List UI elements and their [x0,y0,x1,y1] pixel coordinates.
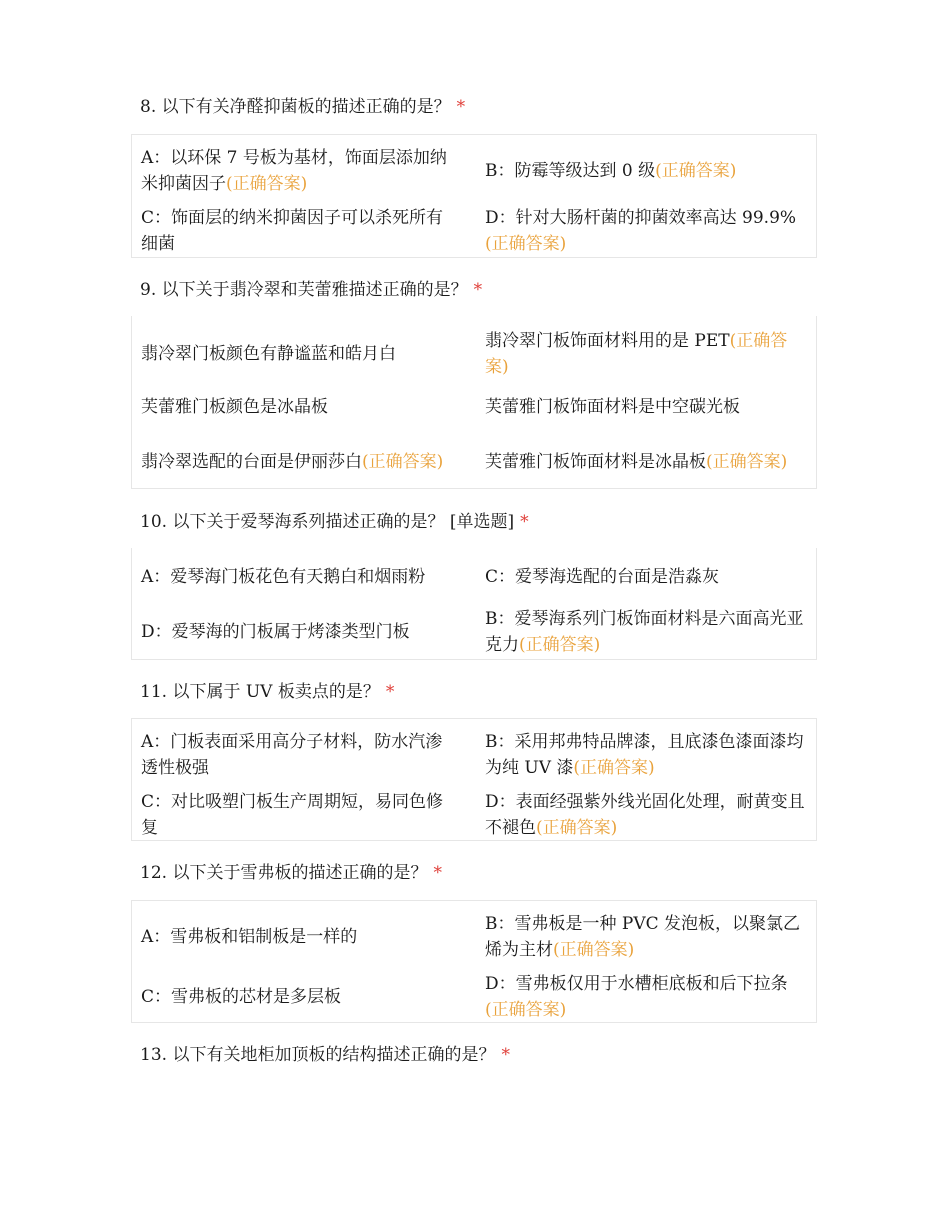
option-text: A：爱琴海门板花色有天鹅白和烟雨粉 [141,567,426,587]
options-box-10 [131,548,817,660]
question-text: 10. 以下关于爱琴海系列描述正确的是？ [单选题] [140,512,515,532]
question-title-13 [140,1044,510,1066]
required-mark: * [501,1045,510,1065]
option-10b[interactable] [485,604,810,660]
option-text: A：以环保 7 号板为基材，饰面层添加纳米抑菌因子 [141,148,447,194]
option-10d[interactable] [141,604,459,660]
question-title-11 [140,681,394,703]
option-text: D：雪弗板仅用于水槽柜底板和后下拉条 [485,974,788,994]
option-11c[interactable] [141,787,459,843]
option-text: C：雪弗板的芯材是多层板 [141,987,342,1007]
required-mark: * [520,512,529,532]
option-text: 芙蕾雅门板饰面材料是中空碳光板 [485,397,740,417]
question-title-9 [140,279,482,301]
option-8a[interactable] [141,143,459,199]
option-text: B：雪弗板是一种 PVC 发泡板，以聚氯乙烯为主材 [485,914,801,960]
option-text: C：对比吸塑门板生产周期短，易同色修复 [141,792,444,838]
option-text: A：门板表面采用高分子材料，防水汽渗透性极强 [141,732,443,778]
option-10a[interactable] [141,562,459,592]
correct-answer-tag: (正确答案) [485,1000,567,1020]
question-text: 9. 以下关于翡冷翠和芙蕾雅描述正确的是？ [140,280,468,300]
option-9-4[interactable] [485,392,810,422]
option-text: D：表面经强紫外线光固化处理，耐黄变且不褪色 [485,792,805,838]
question-text: 11. 以下属于 UV 板卖点的是？ [140,682,380,702]
option-8b[interactable] [485,143,810,199]
options-box-11 [131,718,817,841]
question-text: 12. 以下关于雪弗板的描述正确的是？ [140,863,428,883]
options-box-8 [131,134,817,258]
question-text: 13. 以下有关地柜加顶板的结构描述正确的是？ [140,1045,496,1065]
correct-answer-tag: (正确答案) [655,161,737,181]
correct-answer-tag: (正确答案) [519,635,601,655]
option-text: C：饰面层的纳米抑菌因子可以杀死所有细菌 [141,208,444,254]
required-mark: * [456,97,466,117]
option-text: B：采用邦弗特品牌漆，且底漆色漆面漆均为纯 UV 漆 [485,732,804,778]
option-text: A：雪弗板和铝制板是一样的 [141,927,358,947]
option-8c[interactable] [141,203,459,259]
option-11b[interactable] [485,727,810,783]
correct-answer-tag: (正确答案) [553,940,635,960]
option-11d[interactable] [485,787,810,843]
option-9-6[interactable] [485,434,810,490]
option-12a[interactable] [141,909,459,965]
option-text: 芙蕾雅门板颜色是冰晶板 [141,397,328,417]
option-9-5[interactable] [141,434,459,490]
question-title-10 [140,511,529,533]
option-9-2[interactable] [485,326,810,382]
option-12c[interactable] [141,969,459,1025]
required-mark: * [433,863,442,883]
option-9-1[interactable] [141,326,459,382]
correct-answer-tag: (正确答案) [485,331,788,377]
option-12b[interactable] [485,909,810,965]
correct-answer-tag: (正确答案) [362,452,444,472]
option-text: 翡冷翠门板颜色有静谧蓝和皓月白 [141,344,396,364]
option-9-3[interactable] [141,392,459,422]
correct-answer-tag: (正确答案) [573,758,655,778]
option-text: B：防霉等级达到 0 级 [485,161,656,181]
option-text: 芙蕾雅门板饰面材料是冰晶板 [485,452,706,472]
options-box-9 [131,316,817,489]
option-text: C：爱琴海选配的台面是浩淼灰 [485,567,720,587]
correct-answer-tag: (正确答案) [706,452,788,472]
required-mark: * [473,280,483,300]
options-box-12 [131,900,817,1023]
required-mark: * [385,682,395,702]
option-8d[interactable] [485,203,810,259]
correct-answer-tag: (正确答案) [485,234,567,254]
question-text: 8. 以下有关净醛抑菌板的描述正确的是？ [140,97,451,117]
option-text: B：爱琴海系列门板饰面材料是六面高光亚克力 [485,609,804,655]
option-10c[interactable] [485,562,810,592]
option-11a[interactable] [141,727,459,783]
option-text: D：爱琴海的门板属于烤漆类型门板 [141,622,410,642]
option-text: 翡冷翠门板饰面材料用的是 PET [485,331,730,351]
question-title-8 [140,96,465,118]
option-text: D：针对大肠杆菌的抑菌效率高达 99.9% [485,208,797,228]
question-title-12 [140,862,442,884]
option-text: 翡冷翠选配的台面是伊丽莎白 [141,452,362,472]
option-12d[interactable] [485,969,810,1025]
correct-answer-tag: (正确答案) [536,818,618,838]
correct-answer-tag: (正确答案) [226,174,308,194]
